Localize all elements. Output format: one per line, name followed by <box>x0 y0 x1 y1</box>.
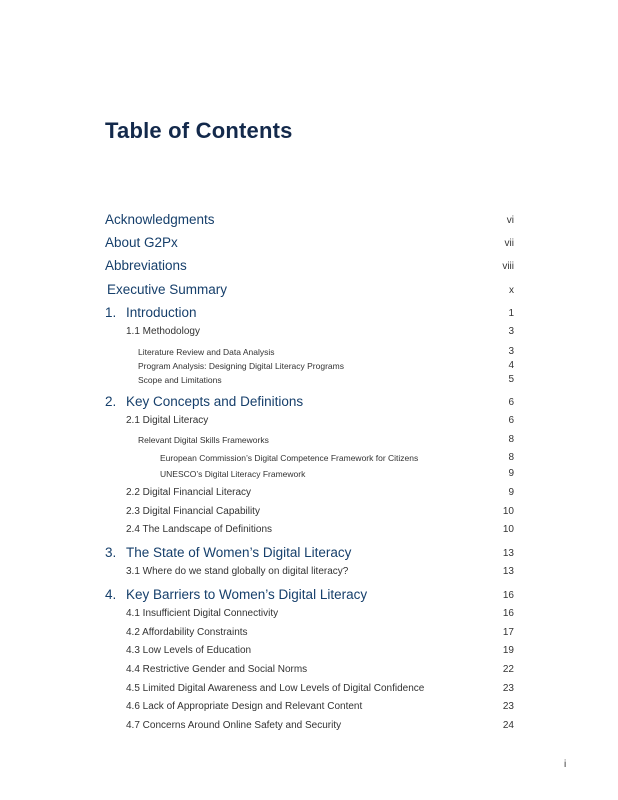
toc-entry-page: 4 <box>508 360 514 371</box>
toc-entry-label: Key Concepts and Definitions <box>126 394 304 409</box>
toc-section[interactable] <box>0 524 618 540</box>
toc-entry-label: 4.6 Lack of Appropriate Design and Relevant Content <box>126 701 363 712</box>
toc-entry-label: Abbreviations <box>105 258 187 273</box>
toc-entry-label: 2.2 Digital Financial Literacy <box>126 487 252 498</box>
toc-entry-page: 16 <box>502 608 514 619</box>
toc-chapter-3[interactable] <box>0 545 618 561</box>
page-title: Table of Contents <box>105 118 293 143</box>
chapter-number: 3. <box>105 545 117 560</box>
toc-entry-page: 6 <box>508 397 514 408</box>
toc-entry-abbreviations[interactable] <box>0 258 618 274</box>
toc-entry-page: 1 <box>508 308 514 319</box>
toc-entry-page: 10 <box>502 524 514 535</box>
toc-entry-label: 3.1 Where do we stand globally on digital literacy? <box>126 566 349 577</box>
toc-entry-page: 8 <box>508 434 514 445</box>
chapter-number: 1. <box>105 305 117 320</box>
toc-entry-page: 5 <box>508 374 514 385</box>
toc-entry-label: 2.4 The Landscape of Definitions <box>126 524 273 535</box>
toc-entry-label: 4.7 Concerns Around Online Safety and Security <box>126 720 342 731</box>
toc-subsubsection[interactable] <box>0 453 618 469</box>
toc-entry-label: Acknowledgments <box>105 212 215 227</box>
toc-entry-label: The State of Women’s Digital Literacy <box>126 545 352 560</box>
toc-subsection[interactable] <box>0 375 618 391</box>
toc-entry-label: Key Barriers to Women’s Digital Literacy <box>126 587 368 602</box>
toc-entry-page: 22 <box>502 664 514 675</box>
toc-entry-label: 4.5 Limited Digital Awareness and Low Levels of Digital Confidence <box>126 683 425 694</box>
toc-entry-label: 4.4 Restrictive Gender and Social Norms <box>126 664 308 675</box>
toc-entry-about[interactable] <box>0 235 618 251</box>
toc-entry-page: 6 <box>508 415 514 426</box>
toc-section[interactable] <box>0 506 618 522</box>
toc-entry-page: 3 <box>508 346 514 357</box>
toc-section[interactable] <box>0 683 618 699</box>
toc-section[interactable] <box>0 720 618 736</box>
toc-entry-label: 4.1 Insufficient Digital Connectivity <box>126 608 279 619</box>
toc-entry-label: Introduction <box>126 305 197 320</box>
toc-section[interactable] <box>0 608 618 624</box>
page-number: i <box>564 759 567 770</box>
toc-section[interactable] <box>0 645 618 661</box>
toc-entry-page: 23 <box>502 701 514 712</box>
toc-section[interactable] <box>0 627 618 643</box>
toc-entry-label: 2.1 Digital Literacy <box>126 415 209 426</box>
toc-entry-page: 16 <box>502 590 514 601</box>
toc-entry-page: 9 <box>508 468 514 479</box>
toc-entry-label: Program Analysis: Designing Digital Literacy Programs <box>138 361 344 371</box>
toc-entry-label: Literature Review and Data Analysis <box>138 347 275 357</box>
toc-chapter-1[interactable] <box>0 305 618 321</box>
toc-entry-page: 24 <box>502 720 514 731</box>
toc-entry-page: 10 <box>502 506 514 517</box>
toc-section[interactable] <box>0 566 618 582</box>
toc-chapter-2[interactable] <box>0 394 618 410</box>
toc-section[interactable] <box>0 664 618 680</box>
toc-entry-label: Relevant Digital Skills Frameworks <box>138 435 269 445</box>
toc-section[interactable] <box>0 701 618 717</box>
toc-subsubsection[interactable] <box>0 469 618 485</box>
toc-section[interactable] <box>0 326 618 342</box>
toc-entry-page: viii <box>502 261 514 272</box>
toc-entry-label: 2.3 Digital Financial Capability <box>126 506 260 517</box>
toc-entry-label: About G2Px <box>105 235 178 250</box>
toc-entry-page: 23 <box>502 683 514 694</box>
toc-section[interactable] <box>0 415 618 431</box>
toc-entry-page: 8 <box>508 452 514 463</box>
toc-section[interactable] <box>0 487 618 503</box>
toc-entry-page: vii <box>504 238 514 249</box>
toc-entry-label: 4.3 Low Levels of Education <box>126 645 252 656</box>
toc-entry-page: x <box>509 285 514 296</box>
toc-entry-page: vi <box>506 215 514 226</box>
toc-entry-label: European Commission’s Digital Competence Framework for Citizens <box>160 453 419 463</box>
toc-entry-label: 4.2 Affordability Constraints <box>126 627 248 638</box>
toc-entry-label: 1.1 Methodology <box>126 326 200 337</box>
toc-entry-page: 19 <box>502 645 514 656</box>
toc-entry-label: UNESCO’s Digital Literacy Framework <box>160 469 306 479</box>
toc-entry-executive-summary[interactable] <box>0 282 618 298</box>
toc-entry-page: 13 <box>502 566 514 577</box>
toc-entry-label: Executive Summary <box>107 282 228 297</box>
toc-entry-label: Scope and Limitations <box>138 375 222 385</box>
toc-entry-page: 13 <box>502 548 514 559</box>
toc-entry-page: 17 <box>502 627 514 638</box>
toc-subsection[interactable] <box>0 435 618 451</box>
toc-entry-acknowledgments[interactable] <box>0 212 618 228</box>
toc-chapter-4[interactable] <box>0 587 618 603</box>
toc-entry-page: 3 <box>508 326 514 337</box>
chapter-number: 4. <box>105 587 117 602</box>
chapter-number: 2. <box>105 394 117 409</box>
toc-entry-page: 9 <box>508 487 514 498</box>
